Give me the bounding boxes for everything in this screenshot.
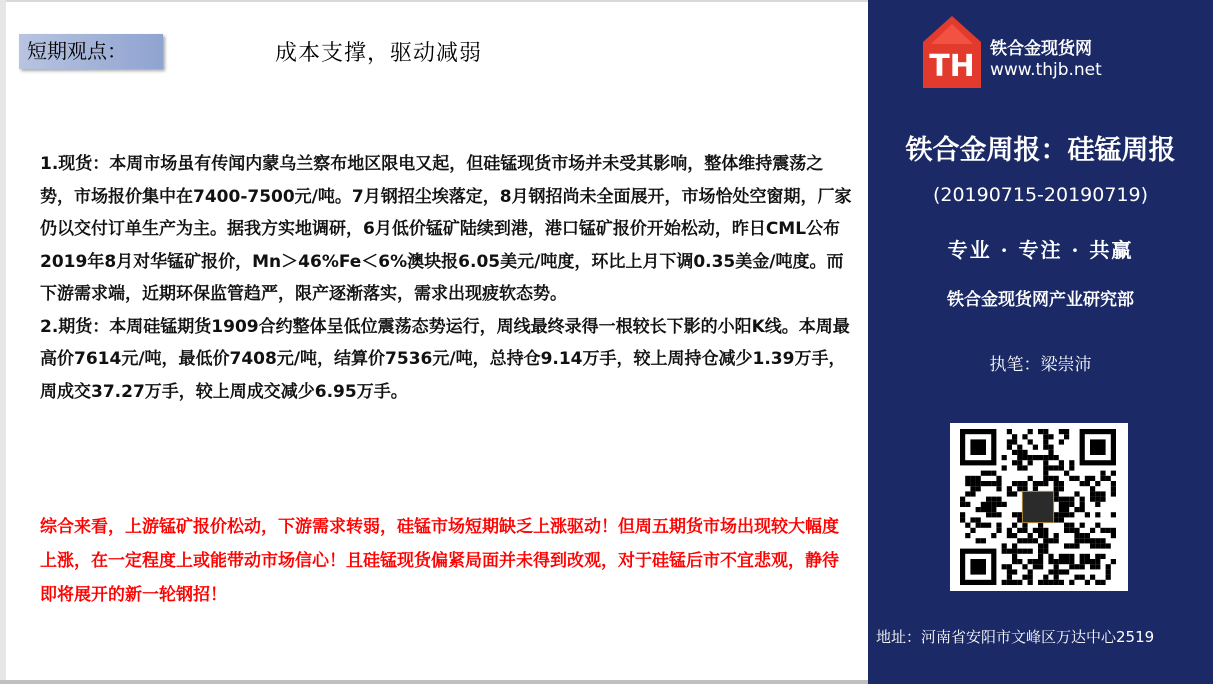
headline: 成本支撑，驱动减弱 — [275, 41, 483, 66]
futures-paragraph: 2.期货：本周硅锰期货1909合约整体呈低位震荡态势运行，周线最终录得一根较长下影的小阳K线。本周最高价7614元/吨，最低价7408元/吨，结算价7536元/吨，总持仓9.14万手，较上周持仓减少1.39万手，周成交37.27万手，较上周成交减少6.95万手。 — [40, 316, 850, 402]
conclusion-paragraph: 综合来看，上游锰矿报价松动，下游需求转弱，硅锰市场短期缺乏上涨驱动！但周五期货市场出现较大幅度上涨，在一定程度上或能带动市场信心！且硅锰现货偏紧局面并未得到改观，对于硅锰后市不宜悲观，静待即将展开的新一轮钢招！ — [40, 517, 839, 605]
short-term-view-tag: 短期观点： — [19, 34, 163, 69]
bottom-edge — [0, 680, 868, 684]
left-edge — [0, 0, 6, 684]
logo-letters: TH — [929, 49, 975, 84]
brand-panel — [868, 0, 1213, 684]
brand-name: 铁合金现货网 — [990, 39, 1092, 59]
brand-url: www.thjb.net — [990, 60, 1102, 80]
motto: 专业 · 专注 · 共赢 — [947, 238, 1134, 262]
date-range: (20190715-20190719) — [932, 184, 1149, 206]
research-department: 铁合金现货网产业研究部 — [947, 290, 1134, 310]
report-title: 铁合金周报：硅锰周报 — [905, 135, 1176, 166]
spot-paragraph: 1.现货：本周市场虽有传闻内蒙乌兰察布地区限电又起，但硅锰现货市场并未受其影响，整体维持震荡之势，市场报价集中在7400-7500元/吨。7月钢招尘埃落定，8月钢招尚未全面展开，市场恰处空窗期，厂家仍以交付订单生产为主。据我方实地调研，6月低价锰矿陆续到港，港口锰矿报价开始松动，昨日CML公布2019年8月对华锰矿报价，Mn＞46%Fe＜6%澳块报6.05美元/吨度，环比上月下调0.35美金/吨度。而下游需求端，近期环保监管趋严，限产逐渐落实，需求出现疲软态势。 — [40, 154, 852, 304]
qr-code-icon — [950, 423, 1128, 591]
author: 执笔：梁崇沛 — [989, 355, 1092, 375]
analysis-body — [40, 148, 852, 408]
thjb-logo-icon — [923, 16, 981, 88]
address: 地址：河南省安阳市文峰区万达中心2519 — [876, 628, 1155, 646]
